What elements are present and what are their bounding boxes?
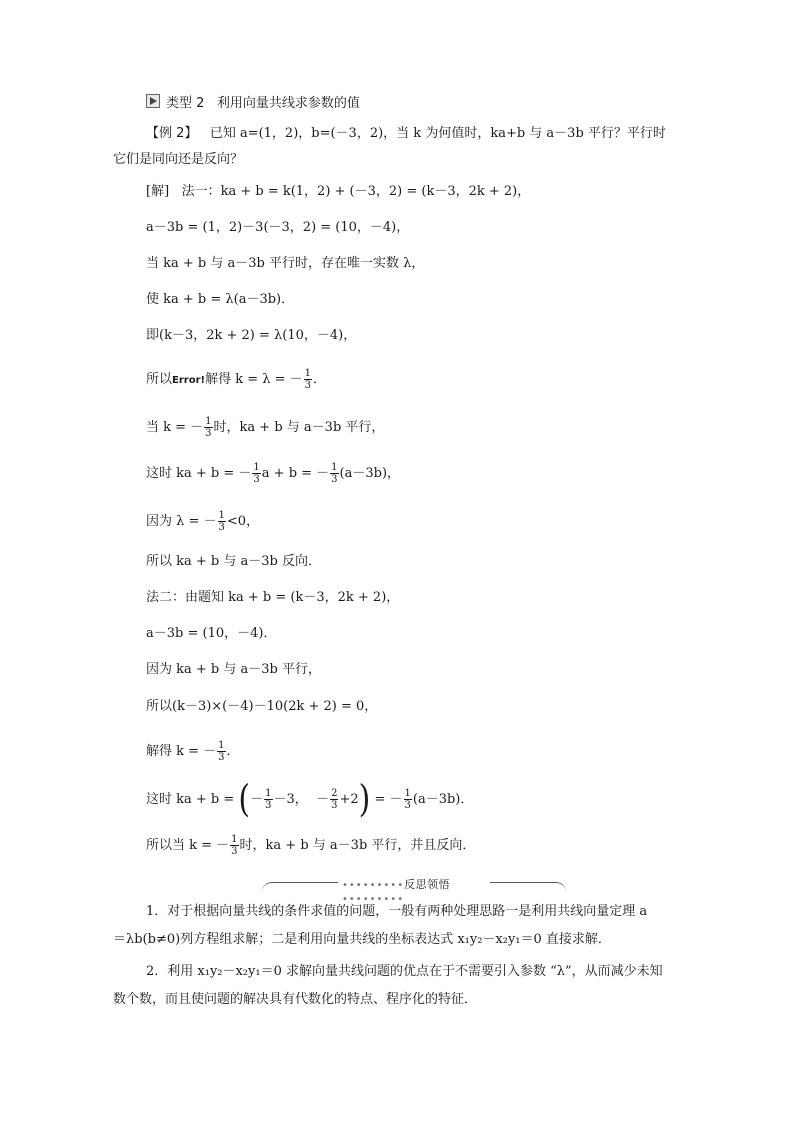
solution-text: 当 k = － (146, 420, 204, 435)
fraction-numerator: 1 (205, 416, 212, 427)
section-title: 利用向量共线求参数的值 (216, 96, 360, 111)
fraction-denominator: 3 (331, 474, 338, 485)
solution-line: 当 ka + b 与 a－3b 平行时，存在唯一实数 λ， (146, 256, 425, 271)
solution-text: (a－3b)， (339, 466, 401, 481)
solution-line: a－3b = (10，－4)． (146, 626, 277, 641)
reflection-label: 反思领悟 (404, 878, 451, 891)
fraction-numerator: 1 (231, 834, 238, 845)
solution-line (146, 510, 259, 533)
reflection-label-box: •••••••••反思领悟••••••••• (338, 876, 490, 905)
fraction (304, 368, 312, 391)
solution-text: 因为 λ = － (146, 514, 217, 529)
example-question-text: 已知 a=(1，2)，b=(－3，2)，当 k 为何值时，ka+b 与 a－3b 平行？平行时 (209, 126, 666, 141)
fraction-numerator: 1 (304, 368, 312, 379)
solution-text: 所以当 k = － (146, 838, 230, 853)
solution-text: 时，ka + b 与 a－3b 平行，并且反向． (239, 838, 476, 853)
solution-text: 法一：ka + b = k(1，2) + (－3，2) = (k－3，2k + 2)， (181, 184, 531, 199)
solution-text: － (250, 792, 264, 807)
fraction-numerator: 1 (265, 788, 272, 799)
example-question-line2: 它们是同向还是反向？ (113, 152, 244, 167)
solution-text: 时，ka + b 与 a－3b 平行， (213, 420, 385, 435)
reflection-header-bar (262, 878, 566, 905)
solution-text: <0， (226, 514, 260, 529)
right-paren: ) (358, 777, 371, 821)
fraction-numerator: 1 (218, 510, 225, 521)
solution-text: 解得 k = － (146, 744, 217, 759)
fraction (264, 788, 272, 811)
fraction-denominator: 3 (404, 800, 411, 811)
error-marker: Error! (172, 375, 206, 386)
fraction (252, 462, 260, 485)
solution-line: 解得 k = － $\frac{1}{3}$ ． (146, 740, 240, 763)
solution-line: 所以 ka + b 与 a－3b 反向． (146, 554, 321, 569)
reflection-paragraph-line: 数个数，而且使问题的解决具有代数化的特点、程序化的特征． (113, 992, 478, 1007)
solution-line (146, 834, 475, 857)
reflection-paragraph-line: ＝λb(b≠0)列方程组求解；二是利用向量共线的坐标表达式 x₁y₂－x₂y₁＝0 直接求解． (113, 932, 611, 947)
fraction (330, 788, 338, 811)
fraction (217, 740, 225, 763)
solution-line: 即(k－3，2k + 2) = λ(10，－4)， (146, 328, 357, 343)
play-triangle-icon (146, 94, 160, 108)
solution-text: 解得 k = λ = － (205, 372, 303, 387)
reflection-paragraph-line: 2．利用 x₁y₂－x₂y₁＝0 求解向量共线问题的优点在于不需要引入参数 “λ”，从而减少未知 (146, 964, 663, 979)
solution-text: 所以 (146, 372, 173, 387)
fraction (330, 462, 338, 485)
solution-line: 法二：由题知 ka + b = (k－3，2k + 2)， (146, 590, 400, 605)
fraction-numerator: 1 (331, 462, 338, 473)
fraction-denominator: 3 (253, 474, 260, 485)
example-tag: 【例 2】 (146, 126, 198, 141)
fraction-denominator: 3 (205, 428, 212, 439)
section-header (146, 94, 360, 114)
fraction-denominator: 3 (218, 522, 225, 533)
left-paren: ( (238, 777, 251, 821)
fraction (218, 510, 226, 533)
fraction-numerator: 1 (404, 788, 411, 799)
solution-line (146, 777, 474, 821)
solution-line: 使 ka + b = λ(a－3b)． (146, 292, 295, 307)
solution-line (146, 416, 384, 439)
solution-text: a + b = － (261, 466, 330, 481)
type-label: 类型 2 (166, 96, 205, 111)
fraction-denominator: 3 (331, 800, 338, 811)
solution-text: +2 (339, 792, 359, 807)
solution-line: 因为 ka + b 与 a－3b 平行， (146, 662, 321, 677)
fraction-numerator: 1 (218, 740, 225, 751)
solution-text: (a－3b)． (412, 792, 474, 807)
fraction (204, 416, 212, 439)
solution-text: 这时 ka + b = － (146, 466, 252, 481)
solution-text: = － (370, 792, 403, 807)
fraction (404, 788, 412, 811)
solution-line: 所以Error!解得 k = λ = － $\frac{1}{3}$ ． (146, 368, 327, 391)
solution-text: －3， (273, 792, 308, 807)
fraction-numerator: 2 (331, 788, 338, 799)
solution-line: 所以(k－3)×(－4)－10(2k + 2) = 0， (146, 699, 378, 714)
solution-line (146, 182, 530, 202)
example-question-line1 (146, 124, 666, 144)
solution-text: 这时 ka + b = (146, 792, 239, 807)
reflection-paragraph-line: 1．对于根据向量共线的条件求值的问题，一般有两种处理思路一是利用共线向量定理 a (146, 904, 648, 919)
fraction (230, 834, 238, 857)
fraction-denominator: 3 (265, 800, 272, 811)
solution-text: － (316, 792, 330, 807)
fraction-numerator: 1 (253, 462, 260, 473)
fraction-denominator: 3 (218, 752, 225, 763)
solution-tag: [解] (146, 184, 170, 199)
fraction-denominator: 3 (304, 380, 312, 391)
solution-line: a－3b = (1，2)－3(－3，2) = (10，－4)， (146, 220, 410, 235)
solution-line (146, 462, 400, 485)
fraction-denominator: 3 (231, 846, 238, 857)
